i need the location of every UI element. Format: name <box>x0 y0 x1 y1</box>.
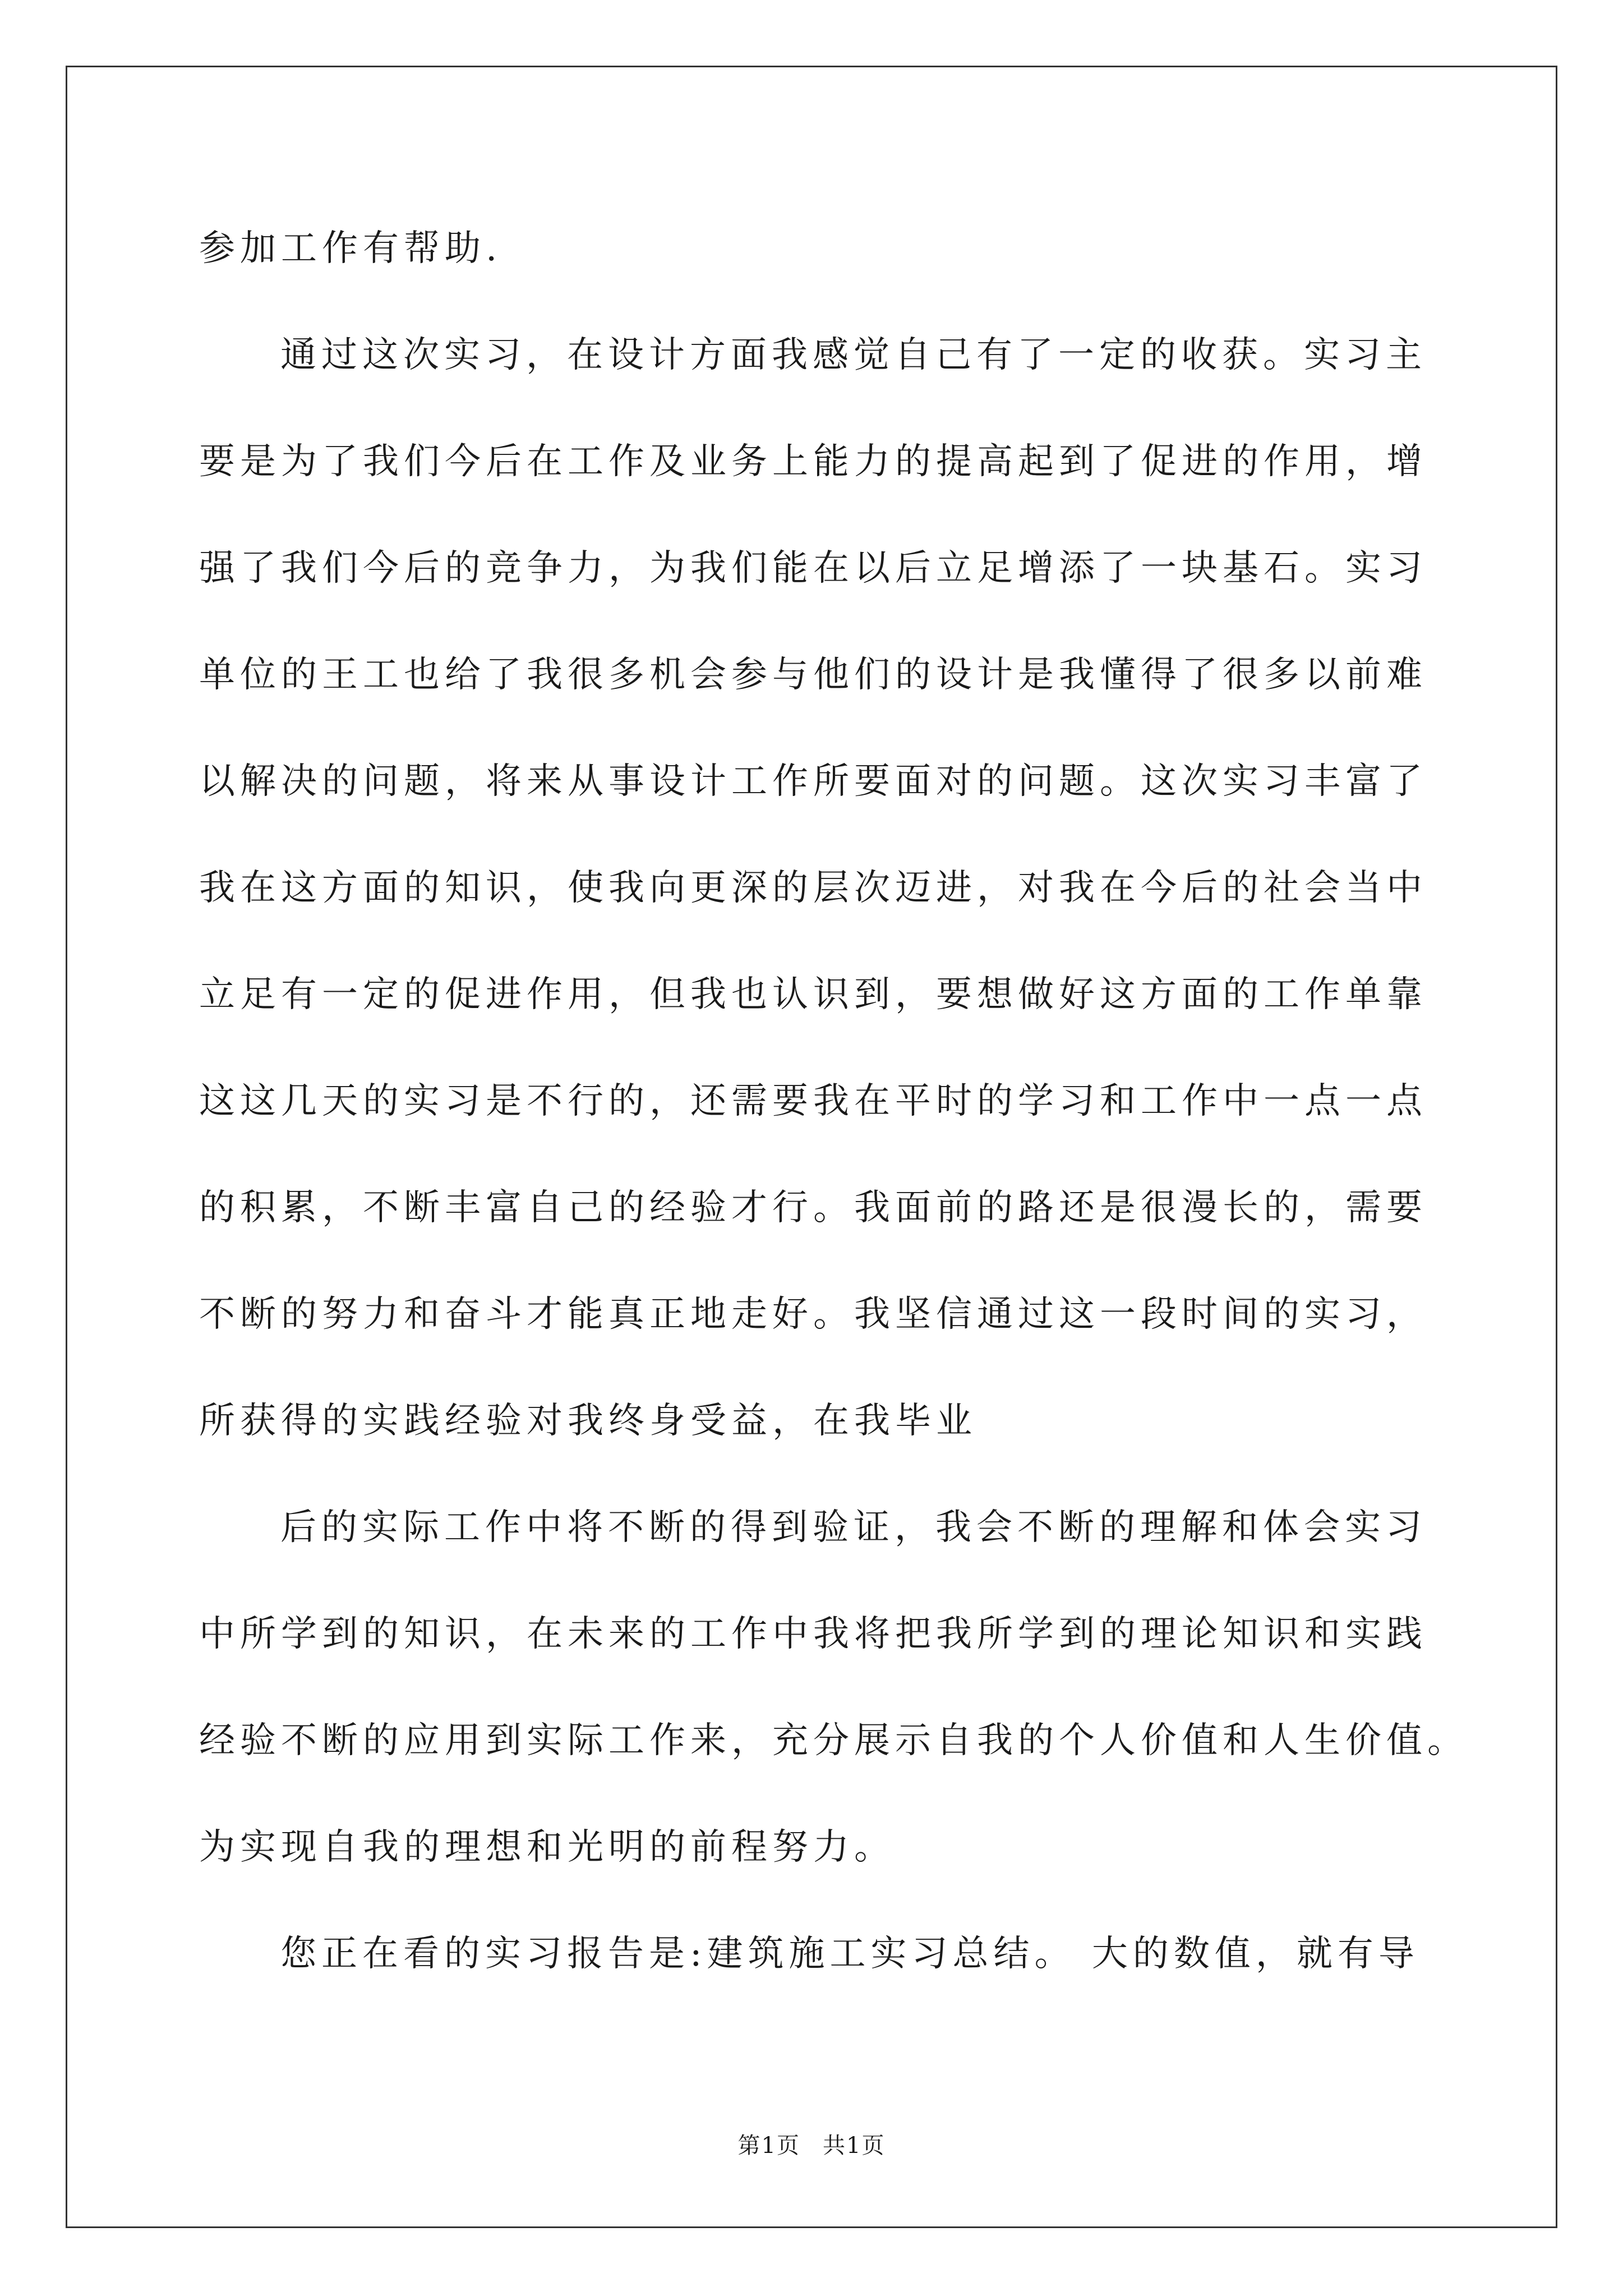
body-line-9: 这这几天的实习是不行的，还需要我在平时的学习和工作中一点一点 <box>199 1080 1427 1122</box>
page-border <box>66 66 1557 2228</box>
paragraph-start-line-17: 您正在看的实习报告是:建筑施工实习总结。 大的数值，就有导 <box>280 1933 1419 1975</box>
page-number-total: 共1页 <box>823 2133 886 2159</box>
body-line-1: 参加工作有帮助. <box>199 228 502 269</box>
body-line-10: 的积累，不断丰富自己的经验才行。我面前的路还是很漫长的，需要 <box>199 1187 1427 1228</box>
body-line-15: 经验不断的应用到实际工作来，充分展示自我的个人价值和人生价值。 <box>199 1720 1468 1761</box>
body-line-16: 为实现自我的理想和光明的前程努力。 <box>199 1826 895 1868</box>
body-line-6: 以解决的问题，将来从事设计工作所要面对的问题。这次实习丰富了 <box>199 761 1427 802</box>
page-footer <box>0 2129 1623 2162</box>
paragraph-start-line-2: 通过这次实习，在设计方面我感觉自己有了一定的收获。实习主 <box>280 334 1427 376</box>
body-line-14: 中所学到的知识，在未来的工作中我将把我所学到的理论知识和实践 <box>199 1613 1427 1655</box>
body-line-11: 不断的努力和奋斗才能真正地走好。我坚信通过这一段时间的实习， <box>199 1294 1427 1335</box>
body-line-12: 所获得的实践经验对我终身受益，在我毕业 <box>199 1400 977 1442</box>
page-number-current: 第1页 <box>737 2133 800 2159</box>
body-line-4: 强了我们今后的竞争力，为我们能在以后立足增添了一块基石。实习 <box>199 547 1427 589</box>
body-line-7: 我在这方面的知识，使我向更深的层次迈进，对我在今后的社会当中 <box>199 867 1427 909</box>
paragraph-start-line-13: 后的实际工作中将不断的得到验证，我会不断的理解和体会实习 <box>280 1507 1427 1548</box>
body-line-8: 立足有一定的促进作用，但我也认识到，要想做好这方面的工作单靠 <box>199 974 1427 1015</box>
body-line-3: 要是为了我们今后在工作及业务上能力的提高起到了促进的作用，增 <box>199 441 1427 482</box>
body-line-5: 单位的王工也给了我很多机会参与他们的设计是我懂得了很多以前难 <box>199 654 1427 696</box>
